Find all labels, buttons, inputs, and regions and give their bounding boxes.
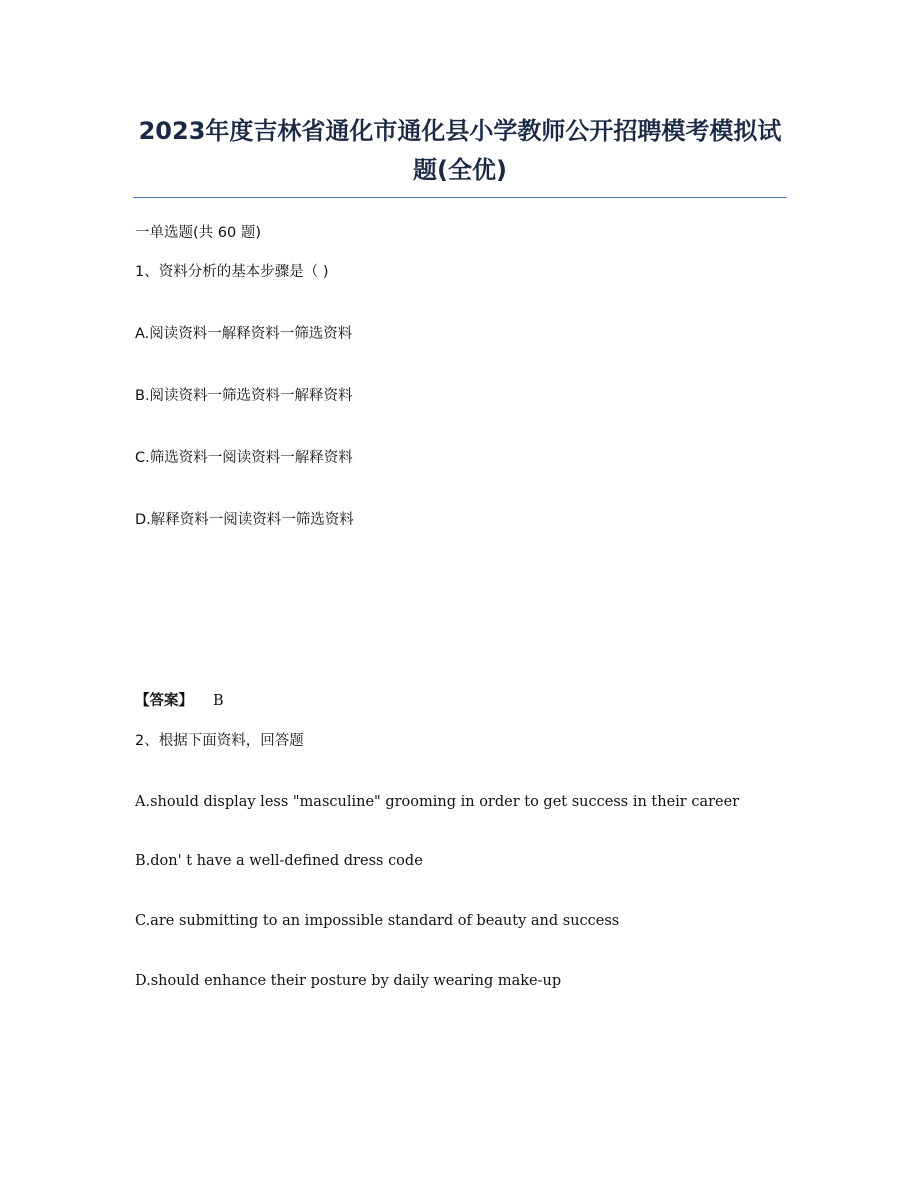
question-1-option-a: A.阅读资料一解释资料一筛选资料: [135, 326, 353, 342]
answer-label: 【答案】: [135, 693, 193, 709]
question-2-option-d: D.should enhance their posture by daily wearing make-up: [135, 973, 562, 989]
answer-value: B: [213, 693, 224, 709]
question-1-answer: [135, 691, 224, 711]
question-1-option-d: D.解释资料一阅读资料一筛选资料: [135, 512, 354, 528]
question-2-stem: 2、根据下面资料，回答题: [135, 733, 304, 749]
section-heading: 一单选题(共 60 题): [135, 225, 261, 241]
question-2-option-a: A.should display less "masculine" grooming in order to get success in their career: [135, 794, 740, 810]
question-1-option-c: C.筛选资料一阅读资料一解释资料: [135, 450, 353, 466]
question-2-option-b: B.don' t have a well-defined dress code: [135, 853, 423, 869]
question-1-stem: 1、资料分析的基本步骤是（ ): [135, 264, 329, 280]
question-2-option-c: C.are submitting to an impossible standard of beauty and success: [135, 913, 620, 929]
document-title: 2023年度吉林省通化市通化县小学教师公开招聘模考模拟试题(全优): [138, 117, 782, 184]
title-divider: [133, 197, 787, 198]
question-1-option-b: B.阅读资料一筛选资料一解释资料: [135, 388, 353, 404]
